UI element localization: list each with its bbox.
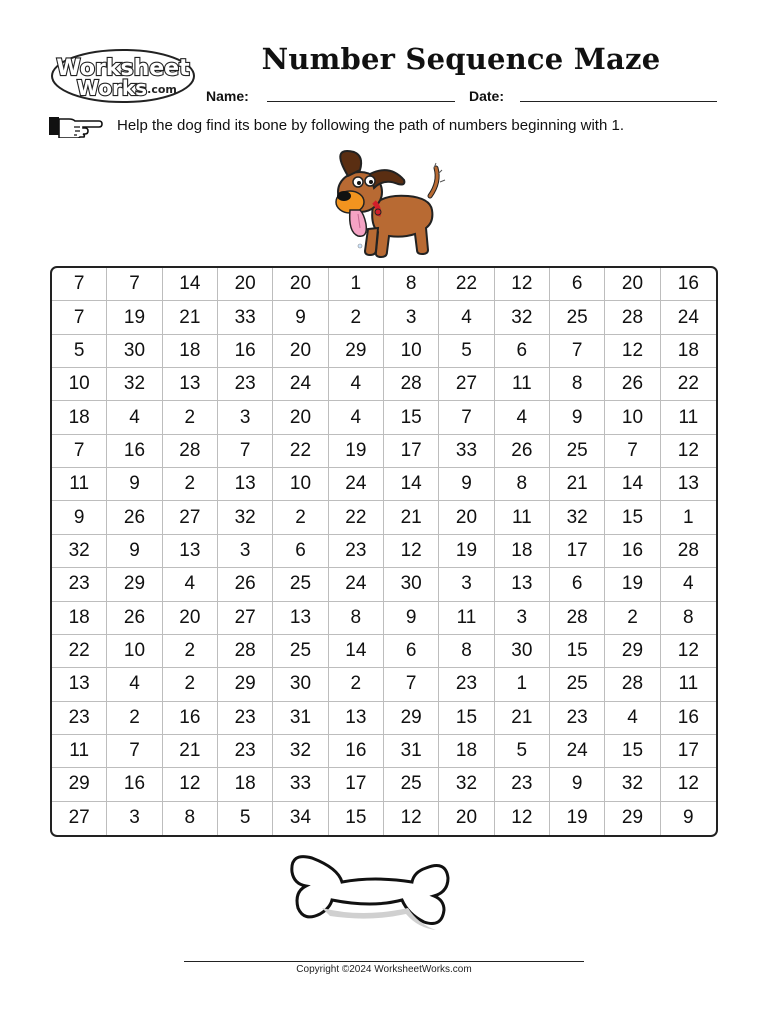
maze-cell[interactable]: 7 <box>218 435 273 468</box>
maze-cell[interactable]: 7 <box>107 268 162 301</box>
footer-divider <box>184 961 584 962</box>
maze-cell[interactable]: 6 <box>273 535 328 568</box>
maze-cell[interactable]: 4 <box>605 702 660 735</box>
maze-cell[interactable]: 8 <box>163 802 218 835</box>
maze-cell[interactable]: 9 <box>550 768 605 801</box>
maze-cell[interactable]: 32 <box>107 368 162 401</box>
maze-cell[interactable]: 31 <box>384 735 439 768</box>
maze-cell[interactable]: 8 <box>661 602 716 635</box>
maze-cell[interactable]: 9 <box>107 535 162 568</box>
name-label: Name: <box>206 88 249 104</box>
maze-cell[interactable]: 11 <box>495 368 550 401</box>
maze-cell[interactable]: 8 <box>329 602 384 635</box>
maze-cell[interactable]: 18 <box>495 535 550 568</box>
maze-cell[interactable]: 33 <box>439 435 494 468</box>
date-field[interactable] <box>520 101 717 102</box>
maze-cell[interactable]: 2 <box>163 401 218 434</box>
maze-cell[interactable]: 1 <box>329 268 384 301</box>
maze-cell[interactable]: 17 <box>550 535 605 568</box>
maze-cell[interactable]: 4 <box>107 668 162 701</box>
maze-cell[interactable]: 28 <box>661 535 716 568</box>
maze-cell[interactable]: 2 <box>605 602 660 635</box>
maze-cell[interactable]: 10 <box>273 468 328 501</box>
maze-cell[interactable]: 23 <box>329 535 384 568</box>
maze-cell[interactable]: 28 <box>550 602 605 635</box>
maze-cell[interactable]: 20 <box>439 802 494 835</box>
maze-cell[interactable]: 19 <box>329 435 384 468</box>
maze-cell[interactable]: 4 <box>329 401 384 434</box>
maze-cell[interactable]: 25 <box>384 768 439 801</box>
maze-cell[interactable]: 22 <box>52 635 107 668</box>
bone-icon <box>282 846 472 946</box>
maze-cell[interactable]: 12 <box>495 268 550 301</box>
maze-cell[interactable]: 25 <box>550 435 605 468</box>
maze-cell[interactable]: 32 <box>550 501 605 534</box>
maze-cell[interactable]: 11 <box>52 735 107 768</box>
maze-cell[interactable]: 4 <box>439 301 494 334</box>
maze-cell[interactable]: 26 <box>107 501 162 534</box>
maze-cell[interactable]: 28 <box>218 635 273 668</box>
maze-cell[interactable]: 16 <box>107 435 162 468</box>
maze-cell[interactable]: 19 <box>605 568 660 601</box>
maze-cell[interactable]: 24 <box>329 468 384 501</box>
maze-cell[interactable]: 2 <box>163 668 218 701</box>
maze-cell[interactable]: 13 <box>218 468 273 501</box>
maze-cell[interactable]: 29 <box>605 635 660 668</box>
maze-cell[interactable]: 12 <box>384 802 439 835</box>
name-field[interactable] <box>267 101 455 102</box>
logo-line2: Works <box>76 76 148 100</box>
maze-cell[interactable]: 24 <box>661 301 716 334</box>
maze-cell[interactable]: 23 <box>218 368 273 401</box>
maze-cell[interactable]: 7 <box>550 335 605 368</box>
maze-cell[interactable]: 21 <box>550 468 605 501</box>
maze-cell[interactable]: 15 <box>439 702 494 735</box>
maze-cell[interactable]: 17 <box>661 735 716 768</box>
maze-cell[interactable]: 8 <box>439 635 494 668</box>
maze-cell[interactable]: 27 <box>439 368 494 401</box>
maze-cell[interactable]: 21 <box>495 702 550 735</box>
maze-cell[interactable]: 25 <box>550 668 605 701</box>
maze-cell[interactable]: 3 <box>384 301 439 334</box>
maze-cell[interactable]: 16 <box>218 335 273 368</box>
maze-cell[interactable]: 28 <box>384 368 439 401</box>
maze-cell[interactable]: 5 <box>218 802 273 835</box>
copyright-text: Copyright ©2024 WorksheetWorks.com <box>296 964 472 975</box>
maze-cell[interactable]: 16 <box>605 535 660 568</box>
maze-cell[interactable]: 26 <box>107 602 162 635</box>
maze-cell[interactable]: 3 <box>439 568 494 601</box>
maze-cell[interactable]: 7 <box>384 668 439 701</box>
maze-cell[interactable]: 16 <box>661 268 716 301</box>
maze-cell[interactable]: 3 <box>495 602 550 635</box>
maze-cell[interactable]: 23 <box>52 702 107 735</box>
maze-cell[interactable]: 22 <box>439 268 494 301</box>
maze-cell[interactable]: 21 <box>163 301 218 334</box>
maze-cell[interactable]: 2 <box>329 301 384 334</box>
maze-cell[interactable]: 29 <box>384 702 439 735</box>
maze-cell[interactable]: 9 <box>384 602 439 635</box>
maze-cell[interactable]: 6 <box>550 568 605 601</box>
maze-cell[interactable]: 3 <box>218 535 273 568</box>
maze-cell[interactable]: 33 <box>218 301 273 334</box>
maze-cell[interactable]: 4 <box>495 401 550 434</box>
maze-cell[interactable]: 32 <box>495 301 550 334</box>
maze-cell[interactable]: 19 <box>439 535 494 568</box>
maze-cell[interactable]: 12 <box>384 535 439 568</box>
maze-cell[interactable]: 25 <box>550 301 605 334</box>
maze-cell[interactable]: 22 <box>329 501 384 534</box>
maze-cell[interactable]: 23 <box>218 702 273 735</box>
logo-suffix: .com <box>147 83 177 96</box>
maze-cell[interactable]: 18 <box>52 602 107 635</box>
maze-cell[interactable]: 21 <box>384 501 439 534</box>
maze-cell[interactable]: 6 <box>550 268 605 301</box>
maze-cell[interactable]: 9 <box>52 501 107 534</box>
maze-cell[interactable]: 14 <box>384 468 439 501</box>
maze-cell[interactable]: 1 <box>661 501 716 534</box>
maze-cell[interactable]: 26 <box>218 568 273 601</box>
maze-cell[interactable]: 32 <box>218 501 273 534</box>
maze-cell[interactable]: 25 <box>273 568 328 601</box>
maze-cell[interactable]: 23 <box>495 768 550 801</box>
maze-cell[interactable]: 9 <box>683 807 694 829</box>
maze-cell[interactable]: 11 <box>661 401 716 434</box>
maze-cell[interactable]: 12 <box>661 768 716 801</box>
maze-cell[interactable]: 30 <box>273 668 328 701</box>
maze-cell[interactable]: 4 <box>329 368 384 401</box>
maze-cell[interactable]: 18 <box>439 735 494 768</box>
maze-cell[interactable]: 9 <box>439 468 494 501</box>
maze-cell[interactable]: 9 <box>107 468 162 501</box>
maze-cell[interactable]: 22 <box>661 368 716 401</box>
maze-cell[interactable]: 11 <box>661 668 716 701</box>
maze-cell[interactable]: 7 <box>52 301 107 334</box>
maze-cell[interactable]: 26 <box>495 435 550 468</box>
maze-cell[interactable]: 20 <box>273 268 328 301</box>
maze-cell[interactable]: 15 <box>329 802 384 835</box>
instructions-text: Help the dog find its bone by following the path of numbers beginning with 1. <box>117 117 624 134</box>
maze-cell[interactable]: 5 <box>52 335 107 368</box>
maze-cell[interactable]: 4 <box>107 401 162 434</box>
maze-cell[interactable]: 13 <box>661 468 716 501</box>
maze-cell[interactable]: 20 <box>605 268 660 301</box>
maze-cell[interactable]: 3 <box>107 802 162 835</box>
maze-cell[interactable]: 2 <box>273 501 328 534</box>
maze-cell[interactable]: 6 <box>384 635 439 668</box>
maze-cell[interactable]: 18 <box>218 768 273 801</box>
maze-cell[interactable]: 15 <box>605 501 660 534</box>
maze-cell[interactable]: 12 <box>605 335 660 368</box>
maze-cell[interactable]: 9 <box>273 301 328 334</box>
maze-cell[interactable]: 10 <box>384 335 439 368</box>
maze-cell[interactable]: 32 <box>273 735 328 768</box>
maze-cell[interactable]: 5 <box>439 335 494 368</box>
maze-cell[interactable]: 9 <box>550 401 605 434</box>
maze-cell[interactable]: 13 <box>52 668 107 701</box>
maze-cell[interactable]: 16 <box>661 702 716 735</box>
maze-cell[interactable]: 22 <box>273 435 328 468</box>
page-title: Number Sequence Maze <box>261 42 661 76</box>
maze-cell[interactable]: 13 <box>273 602 328 635</box>
maze-cell[interactable]: 13 <box>495 568 550 601</box>
maze-cell[interactable]: 1 <box>495 668 550 701</box>
maze-cell[interactable]: 32 <box>439 768 494 801</box>
maze-cell[interactable]: 7 <box>52 435 107 468</box>
maze-cell[interactable]: 18 <box>52 401 107 434</box>
maze-cell[interactable]: 27 <box>163 501 218 534</box>
maze-cell[interactable]: 16 <box>329 735 384 768</box>
maze-cell[interactable]: 4 <box>163 568 218 601</box>
maze-cell[interactable]: 15 <box>550 635 605 668</box>
maze-cell[interactable]: 14 <box>605 468 660 501</box>
maze-cell[interactable]: 29 <box>329 335 384 368</box>
maze-cell[interactable]: 18 <box>163 335 218 368</box>
maze-cell[interactable]: 32 <box>605 768 660 801</box>
maze-cell[interactable]: 28 <box>605 668 660 701</box>
maze-cell[interactable]: 30 <box>495 635 550 668</box>
maze-cell[interactable]: 12 <box>661 435 716 468</box>
maze-cell[interactable]: 16 <box>163 702 218 735</box>
maze-cell[interactable]: 20 <box>273 401 328 434</box>
maze-cell[interactable]: 14 <box>329 635 384 668</box>
maze-cell[interactable]: 23 <box>550 702 605 735</box>
maze-cell[interactable]: 24 <box>329 568 384 601</box>
maze-cell[interactable]: 20 <box>439 501 494 534</box>
maze-cell[interactable]: 12 <box>661 635 716 668</box>
maze-cell[interactable]: 19 <box>550 802 605 835</box>
pointing-hand-icon <box>48 114 104 138</box>
maze-cell[interactable]: 23 <box>218 735 273 768</box>
maze-cell[interactable]: 18 <box>661 335 716 368</box>
maze-cell[interactable]: 10 <box>107 635 162 668</box>
maze-cell[interactable]: 11 <box>495 501 550 534</box>
maze-cell[interactable]: 29 <box>107 568 162 601</box>
maze-cell[interactable]: 23 <box>52 568 107 601</box>
maze-cell[interactable]: 8 <box>384 268 439 301</box>
maze-cell[interactable]: 13 <box>329 702 384 735</box>
maze-cell[interactable]: 29 <box>218 668 273 701</box>
maze-cell[interactable]: 20 <box>273 335 328 368</box>
maze-cell[interactable]: 5 <box>495 735 550 768</box>
maze-cell[interactable]: 20 <box>163 602 218 635</box>
maze-cell[interactable]: 17 <box>384 435 439 468</box>
maze-cell[interactable]: 28 <box>605 301 660 334</box>
maze-cell[interactable]: 7 <box>605 435 660 468</box>
maze-cell[interactable]: 4 <box>661 568 716 601</box>
maze-cell[interactable]: 32 <box>52 535 107 568</box>
maze-cell[interactable]: 7 <box>439 401 494 434</box>
maze-cell[interactable]: 12 <box>495 802 550 835</box>
maze-cell[interactable]: 12 <box>163 768 218 801</box>
maze-cell[interactable]: 17 <box>329 768 384 801</box>
number-maze-grid <box>50 266 718 837</box>
maze-cell[interactable]: 2 <box>107 702 162 735</box>
maze-cell[interactable]: 7 <box>107 735 162 768</box>
maze-cell[interactable]: 2 <box>163 635 218 668</box>
maze-cell[interactable]: 2 <box>329 668 384 701</box>
maze-cell[interactable]: 19 <box>107 301 162 334</box>
maze-cell[interactable]: 24 <box>273 368 328 401</box>
maze-cell[interactable]: 13 <box>163 535 218 568</box>
maze-cell[interactable]: 11 <box>52 468 107 501</box>
maze-cell[interactable]: 14 <box>163 268 218 301</box>
maze-cell[interactable]: 15 <box>384 401 439 434</box>
maze-cell[interactable]: 8 <box>495 468 550 501</box>
maze-cell[interactable]: 27 <box>52 802 107 835</box>
maze-cell[interactable]: 13 <box>163 368 218 401</box>
maze-cell[interactable]: 21 <box>163 735 218 768</box>
logo-line1: Worksheet <box>56 56 190 81</box>
maze-cell[interactable]: 24 <box>550 735 605 768</box>
maze-cell[interactable]: 27 <box>218 602 273 635</box>
maze-cell[interactable]: 29 <box>605 802 660 835</box>
maze-cell[interactable]: 7 <box>52 268 107 301</box>
maze-cell[interactable]: 16 <box>107 768 162 801</box>
date-label: Date: <box>469 88 505 104</box>
maze-cell[interactable]: 6 <box>495 335 550 368</box>
maze-cell[interactable]: 8 <box>550 368 605 401</box>
maze-cell[interactable]: 15 <box>605 735 660 768</box>
maze-cell[interactable]: 34 <box>273 802 328 835</box>
maze-cell[interactable]: 2 <box>163 468 218 501</box>
maze-cell[interactable]: 11 <box>439 602 494 635</box>
maze-cell[interactable]: 29 <box>52 768 107 801</box>
maze-cell[interactable]: 28 <box>163 435 218 468</box>
maze-cell[interactable]: 3 <box>218 401 273 434</box>
maze-cell[interactable]: 10 <box>52 368 107 401</box>
maze-cell[interactable]: 26 <box>605 368 660 401</box>
maze-cell[interactable]: 10 <box>605 401 660 434</box>
maze-cell[interactable]: 30 <box>107 335 162 368</box>
maze-cell[interactable]: 20 <box>218 268 273 301</box>
dog-icon <box>318 148 448 263</box>
maze-cell[interactable]: 30 <box>384 568 439 601</box>
maze-cell[interactable]: 25 <box>273 635 328 668</box>
maze-cell[interactable]: 23 <box>439 668 494 701</box>
maze-cell[interactable]: 33 <box>273 768 328 801</box>
maze-cell[interactable]: 31 <box>273 702 328 735</box>
